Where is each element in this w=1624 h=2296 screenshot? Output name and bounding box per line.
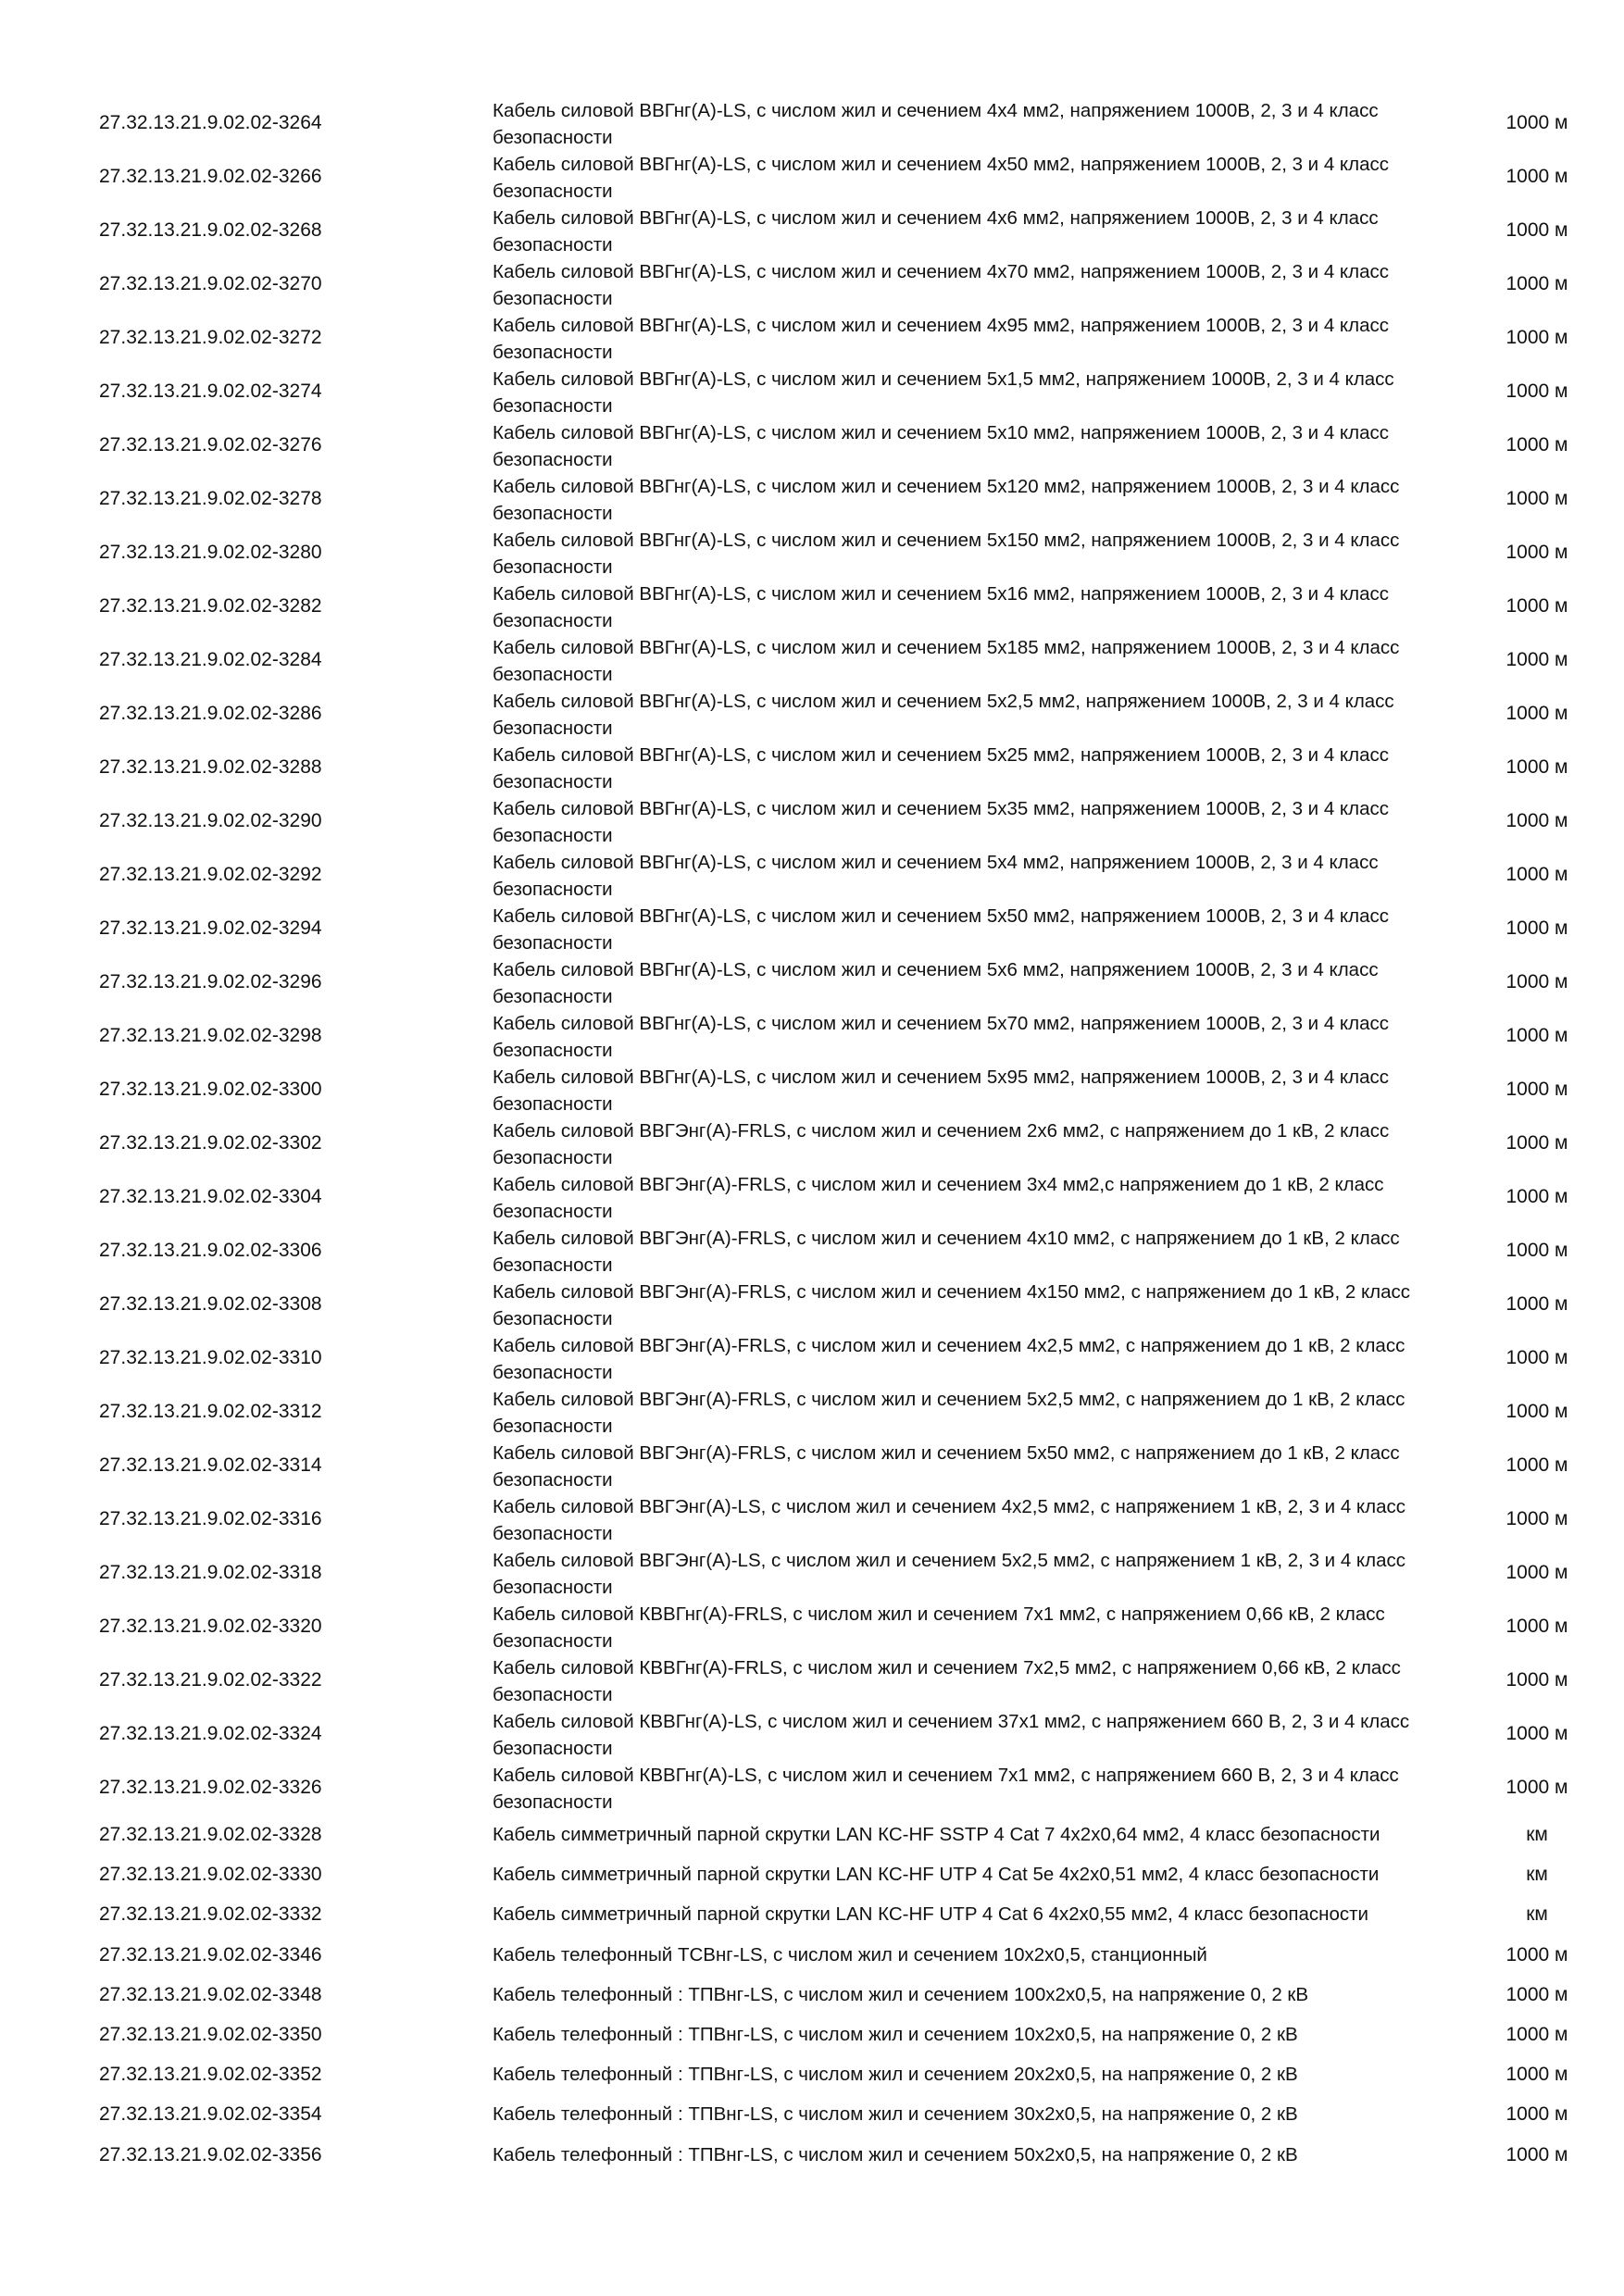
row-unit: 1000 м [1505, 219, 1568, 241]
table-row [0, 1330, 1624, 1384]
row-code: 27.32.13.21.9.02.02-3290 [99, 810, 322, 831]
row-unit: 1000 м [1505, 1401, 1568, 1422]
row-code: 27.32.13.21.9.02.02-3268 [99, 219, 322, 241]
row-description: Кабель силовой ВВГЭнг(А)-FRLS, с числом жил и сечением 4х10 мм2, с напряжением до 1 кВ, 2 класс безопасности [493, 1228, 1400, 1276]
row-unit: 1000 м [1505, 1616, 1568, 1637]
row-code: 27.32.13.21.9.02.02-3306 [99, 1240, 322, 1261]
row-code: 27.32.13.21.9.02.02-3310 [99, 1347, 322, 1368]
row-code: 27.32.13.21.9.02.02-3314 [99, 1454, 322, 1476]
table-row [0, 310, 1624, 364]
row-unit: 1000 м [1505, 971, 1568, 992]
row-code: 27.32.13.21.9.02.02-3304 [99, 1186, 322, 1207]
table-row [0, 1062, 1624, 1116]
row-unit: 1000 м [1505, 756, 1568, 778]
row-code: 27.32.13.21.9.02.02-3324 [99, 1723, 322, 1744]
row-description: Кабель силовой ВВГнг(А)-LS, с числом жил и сечением 4х50 мм2, напряжением 1000В, 2, 3 и 4 класс безопасности [493, 154, 1389, 202]
row-code: 27.32.13.21.9.02.02-3266 [99, 166, 322, 187]
row-unit: 1000 м [1505, 1132, 1568, 1154]
row-code: 27.32.13.21.9.02.02-3346 [99, 1943, 322, 1965]
row-code: 27.32.13.21.9.02.02-3312 [99, 1401, 322, 1422]
table-row [0, 1116, 1624, 1169]
row-unit: 1000 м [1505, 166, 1568, 187]
table-row [0, 1169, 1624, 1223]
row-description: Кабель силовой ВВГЭнг(А)-FRLS, с числом жил и сечением 5х2,5 мм2, с напряжением до 1 кВ, 2 класс безопасности [493, 1389, 1405, 1437]
row-code: 27.32.13.21.9.02.02-3332 [99, 1903, 322, 1926]
row-code: 27.32.13.21.9.02.02-3272 [99, 327, 322, 348]
table-row [0, 740, 1624, 793]
table-row [0, 2053, 1624, 2093]
price-list-table [0, 95, 1624, 2174]
row-description: Кабель телефонный : ТПВнг-LS, с числом жил и сечением 100х2х0,5, на напряжение 0, 2 кВ [493, 1983, 1309, 2005]
row-unit: 1000 м [1505, 2064, 1568, 2086]
table-row [0, 2014, 1624, 2053]
row-description: Кабель силовой ВВГнг(А)-LS, с числом жил и сечением 4х6 мм2, напряжением 1000В, 2, 3 и 4 класс безопасности [493, 207, 1379, 256]
table-row [0, 1934, 1624, 1974]
table-row [0, 955, 1624, 1008]
row-description: Кабель телефонный : ТПВнг-LS, с числом жил и сечением 50х2х0,5, на напряжение 0, 2 кВ [493, 2143, 1298, 2165]
table-row [0, 632, 1624, 686]
row-unit: 1000 м [1505, 273, 1568, 294]
row-unit: 1000 м [1505, 1347, 1568, 1368]
row-code: 27.32.13.21.9.02.02-3354 [99, 2103, 322, 2126]
row-unit: км [1526, 1824, 1548, 1845]
row-description: Кабель силовой ВВГнг(А)-LS, с числом жил и сечением 4х70 мм2, напряжением 1000В, 2, 3 и 4 класс безопасности [493, 261, 1389, 309]
row-code: 27.32.13.21.9.02.02-3270 [99, 273, 322, 294]
row-unit: 1000 м [1505, 112, 1568, 133]
row-unit: 1000 м [1505, 1669, 1568, 1691]
row-description: Кабель силовой ВВГнг(А)-LS, с числом жил и сечением 5х50 мм2, напряжением 1000В, 2, 3 и 4 класс безопасности [493, 905, 1389, 954]
row-description: Кабель силовой ВВГнг(А)-LS, с числом жил и сечением 5х1,5 мм2, напряжением 1000В, 2, 3 и 4 класс безопасности [493, 368, 1394, 417]
table-row [0, 364, 1624, 418]
row-description: Кабель силовой ВВГнг(А)-LS, с числом жил и сечением 5х10 мм2, напряжением 1000В, 2, 3 и 4 класс безопасности [493, 422, 1389, 470]
row-unit: 1000 м [1505, 488, 1568, 509]
row-code: 27.32.13.21.9.02.02-3276 [99, 434, 322, 455]
table-row [0, 1491, 1624, 1545]
row-code: 27.32.13.21.9.02.02-3278 [99, 488, 322, 509]
table-row [0, 1706, 1624, 1760]
row-unit: 1000 м [1505, 327, 1568, 348]
row-unit: 1000 м [1505, 1454, 1568, 1476]
row-unit: 1000 м [1505, 1508, 1568, 1529]
row-unit: 1000 м [1505, 1079, 1568, 1100]
row-description: Кабель симметричный парной скрутки LAN КС-НF SSTP 4 Cat 7 4х2х0,64 мм2, 4 класс безопасности [493, 1824, 1380, 1845]
table-row [0, 1853, 1624, 1893]
row-unit: км [1526, 1864, 1548, 1886]
row-unit: 1000 м [1505, 1562, 1568, 1583]
row-description: Кабель силовой КВВГнг(А)-FRLS, с числом жил и сечением 7х2,5 мм2, с напряжением 0,66 кВ, 2 класс безопасности [493, 1657, 1401, 1705]
table-row [0, 1277, 1624, 1330]
table-row [0, 1545, 1624, 1599]
row-unit: 1000 м [1505, 810, 1568, 831]
row-unit: 1000 м [1505, 381, 1568, 402]
table-row [0, 1814, 1624, 1853]
row-unit: 1000 м [1505, 1025, 1568, 1046]
table-row [0, 471, 1624, 525]
row-unit: 1000 м [1505, 703, 1568, 724]
row-code: 27.32.13.21.9.02.02-3352 [99, 2064, 322, 2086]
row-unit: 1000 м [1505, 1186, 1568, 1207]
row-unit: 1000 м [1505, 1293, 1568, 1315]
row-code: 27.32.13.21.9.02.02-3318 [99, 1562, 322, 1583]
row-code: 27.32.13.21.9.02.02-3330 [99, 1864, 322, 1886]
row-unit: 1000 м [1505, 1723, 1568, 1744]
row-description: Кабель силовой ВВГЭнг(А)-FRLS, с числом жил и сечением 5х50 мм2, с напряжением до 1 кВ, 2 класс безопасности [493, 1442, 1400, 1491]
row-unit: 1000 м [1505, 1943, 1568, 1965]
row-description: Кабель симметричный парной скрутки LAN КС-НF UTP 4 Cat 6 4х2х0,55 мм2, 4 класс безопасности [493, 1903, 1368, 1926]
row-description: Кабель силовой ВВГнг(А)-LS, с числом жил и сечением 5х120 мм2, напряжением 1000В, 2, 3 и 4 класс безопасности [493, 476, 1400, 524]
table-row [0, 95, 1624, 149]
row-unit: 1000 м [1505, 1240, 1568, 1261]
table-row [0, 1438, 1624, 1491]
table-row [0, 1384, 1624, 1438]
row-unit: 1000 м [1505, 2103, 1568, 2126]
row-code: 27.32.13.21.9.02.02-3320 [99, 1616, 322, 1637]
row-code: 27.32.13.21.9.02.02-3282 [99, 595, 322, 617]
row-code: 27.32.13.21.9.02.02-3292 [99, 864, 322, 885]
row-description: Кабель силовой ВВГнг(А)-LS, с числом жил и сечением 5х35 мм2, напряжением 1000В, 2, 3 и 4 класс безопасности [493, 798, 1389, 846]
row-code: 27.32.13.21.9.02.02-3298 [99, 1025, 322, 1046]
table-row [0, 1008, 1624, 1062]
table-row [0, 2093, 1624, 2133]
row-unit: 1000 м [1505, 542, 1568, 563]
row-description: Кабель силовой ВВГЭнг(А)-FRLS, с числом жил и сечением 3х4 мм2,с напряжением до 1 кВ, 2 класс безопасности [493, 1174, 1384, 1222]
row-description: Кабель силовой ВВГнг(А)-LS, с числом жил и сечением 5х4 мм2, напряжением 1000В, 2, 3 и 4 класс безопасности [493, 852, 1379, 900]
row-code: 27.32.13.21.9.02.02-3284 [99, 649, 322, 670]
row-description: Кабель силовой ВВГнг(А)-LS, с числом жил и сечением 4х95 мм2, напряжением 1000В, 2, 3 и 4 класс безопасности [493, 315, 1389, 363]
row-description: Кабель силовой ВВГнг(А)-LS, с числом жил и сечением 5х150 мм2, напряжением 1000В, 2, 3 и 4 класс безопасности [493, 530, 1400, 578]
table-row [0, 418, 1624, 471]
row-code: 27.32.13.21.9.02.02-3322 [99, 1669, 322, 1691]
table-row [0, 901, 1624, 955]
row-code: 27.32.13.21.9.02.02-3264 [99, 112, 322, 133]
row-description: Кабель силовой ВВГнг(А)-LS, с числом жил и сечением 4х4 мм2, напряжением 1000В, 2, 3 и 4 класс безопасности [493, 100, 1379, 148]
table-row [0, 256, 1624, 310]
row-description: Кабель силовой ВВГнг(А)-LS, с числом жил и сечением 5х185 мм2, напряжением 1000В, 2, 3 и 4 класс безопасности [493, 637, 1400, 685]
table-row [0, 1223, 1624, 1277]
row-description: Кабель телефонный : ТПВнг-LS, с числом жил и сечением 20х2х0,5, на напряжение 0, 2 кВ [493, 2064, 1298, 2086]
row-code: 27.32.13.21.9.02.02-3350 [99, 2023, 322, 2045]
row-code: 27.32.13.21.9.02.02-3348 [99, 1983, 322, 2005]
row-description: Кабель силовой ВВГЭнг(А)-LS, с числом жил и сечением 4х2,5 мм2, с напряжением 1 кВ, 2, 3 и 4 класс безопасности [493, 1496, 1405, 1544]
table-row [0, 1974, 1624, 2014]
row-description: Кабель силовой КВВГнг(А)-FRLS, с числом жил и сечением 7х1 мм2, с напряжением 0,66 кВ, 2 класс безопасности [493, 1603, 1385, 1652]
row-description: Кабель телефонный ТСВнг-LS, с числом жил и сечением 10х2х0,5, станционный [493, 1943, 1207, 1965]
table-row [0, 1599, 1624, 1653]
row-code: 27.32.13.21.9.02.02-3356 [99, 2143, 322, 2165]
row-description: Кабель телефонный : ТПВнг-LS, с числом жил и сечением 30х2х0,5, на напряжение 0, 2 кВ [493, 2103, 1298, 2126]
row-code: 27.32.13.21.9.02.02-3328 [99, 1824, 322, 1845]
row-code: 27.32.13.21.9.02.02-3294 [99, 917, 322, 939]
row-description: Кабель силовой ВВГнг(А)-LS, с числом жил и сечением 5х16 мм2, напряжением 1000В, 2, 3 и 4 класс безопасности [493, 583, 1389, 631]
table-row [0, 1653, 1624, 1706]
table-row [0, 203, 1624, 256]
row-code: 27.32.13.21.9.02.02-3302 [99, 1132, 322, 1154]
row-code: 27.32.13.21.9.02.02-3308 [99, 1293, 322, 1315]
row-description: Кабель силовой КВВГнг(А)-LS, с числом жил и сечением 7х1 мм2, с напряжением 660 В, 2, 3 и 4 класс безопасности [493, 1765, 1399, 1813]
row-code: 27.32.13.21.9.02.02-3286 [99, 703, 322, 724]
row-unit: 1000 м [1505, 917, 1568, 939]
row-code: 27.32.13.21.9.02.02-3300 [99, 1079, 322, 1100]
row-unit: 1000 м [1505, 2023, 1568, 2045]
row-description: Кабель силовой ВВГнг(А)-LS, с числом жил и сечением 5х70 мм2, напряжением 1000В, 2, 3 и 4 класс безопасности [493, 1013, 1389, 1061]
row-description: Кабель силовой ВВГнг(А)-LS, с числом жил и сечением 5х2,5 мм2, напряжением 1000В, 2, 3 и 4 класс безопасности [493, 691, 1394, 739]
row-description: Кабель симметричный парной скрутки LAN КС-НF UTP 4 Cat 5e 4х2х0,51 мм2, 4 класс безопасности [493, 1864, 1380, 1886]
table-row [0, 579, 1624, 632]
table-row [0, 149, 1624, 203]
row-description: Кабель телефонный : ТПВнг-LS, с числом жил и сечением 10х2х0,5, на напряжение 0, 2 кВ [493, 2023, 1298, 2045]
row-code: 27.32.13.21.9.02.02-3326 [99, 1777, 322, 1798]
row-code: 27.32.13.21.9.02.02-3274 [99, 381, 322, 402]
table-row [0, 793, 1624, 847]
table-row [0, 847, 1624, 901]
row-description: Кабель силовой ВВГнг(А)-LS, с числом жил и сечением 5х6 мм2, напряжением 1000В, 2, 3 и 4 класс безопасности [493, 959, 1379, 1007]
table-row [0, 1893, 1624, 1933]
row-description: Кабель силовой ВВГнг(А)-LS, с числом жил и сечением 5х95 мм2, напряжением 1000В, 2, 3 и 4 класс безопасности [493, 1067, 1389, 1115]
row-code: 27.32.13.21.9.02.02-3316 [99, 1508, 322, 1529]
row-unit: 1000 м [1505, 864, 1568, 885]
row-description: Кабель силовой ВВГнг(А)-LS, с числом жил и сечением 5х25 мм2, напряжением 1000В, 2, 3 и 4 класс безопасности [493, 744, 1389, 792]
row-unit: км [1526, 1903, 1548, 1926]
row-unit: 1000 м [1505, 649, 1568, 670]
row-description: Кабель силовой ВВГЭнг(А)-FRLS, с числом жил и сечением 4х2,5 мм2, с напряжением до 1 кВ, 2 класс безопасности [493, 1335, 1405, 1383]
row-description: Кабель силовой ВВГЭнг(А)-LS, с числом жил и сечением 5х2,5 мм2, с напряжением 1 кВ, 2, 3 и 4 класс безопасности [493, 1550, 1405, 1598]
table-row [0, 1760, 1624, 1814]
row-unit: 1000 м [1505, 1983, 1568, 2005]
row-description: Кабель силовой КВВГнг(А)-LS, с числом жил и сечением 37х1 мм2, с напряжением 660 В, 2, 3 и 4 класс безопасности [493, 1711, 1410, 1759]
row-unit: 1000 м [1505, 2143, 1568, 2165]
row-unit: 1000 м [1505, 1777, 1568, 1798]
table-row [0, 2134, 1624, 2174]
row-code: 27.32.13.21.9.02.02-3296 [99, 971, 322, 992]
table-row [0, 525, 1624, 579]
row-code: 27.32.13.21.9.02.02-3288 [99, 756, 322, 778]
table-row [0, 686, 1624, 740]
row-code: 27.32.13.21.9.02.02-3280 [99, 542, 322, 563]
row-description: Кабель силовой ВВГЭнг(А)-FRLS, с числом жил и сечением 2х6 мм2, с напряжением до 1 кВ, 2 класс безопасности [493, 1120, 1390, 1168]
row-description: Кабель силовой ВВГЭнг(А)-FRLS, с числом жил и сечением 4х150 мм2, с напряжением до 1 кВ, 2 класс безопасности [493, 1281, 1411, 1329]
row-unit: 1000 м [1505, 595, 1568, 617]
row-unit: 1000 м [1505, 434, 1568, 455]
